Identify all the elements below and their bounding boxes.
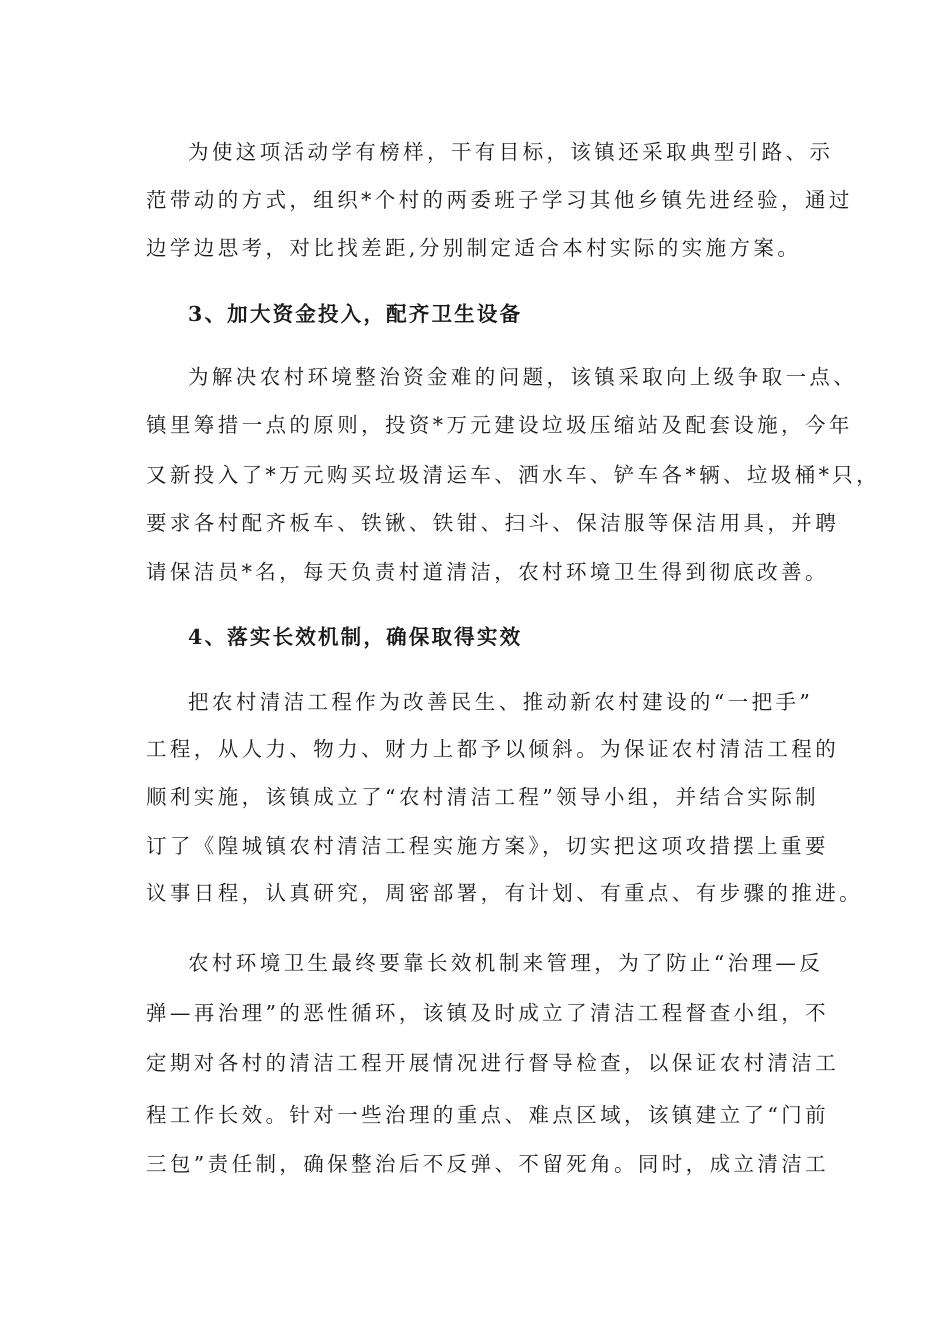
section-heading-3: 3、加大资金投入，配齐卫生设备 [188, 302, 523, 326]
paragraph-2-line-3: 又新投入了*万元购买垃圾清运车、洒水车、铲车各*辆、垃圾桶*只， [146, 463, 881, 487]
paragraph-2-line-5: 请保洁员*名，每天负责村道清洁，农村环境卫生得到彻底改善。 [146, 560, 829, 584]
paragraph-4-line-4: 程工作长效。针对一些治理的重点、难点区域，该镇建立了“门前 [146, 1103, 830, 1127]
paragraph-3-line-4: 订了《隍城镇农村清洁工程实施方案》，切实把这项攻措摆上重要 [146, 834, 829, 858]
paragraph-3-line-2: 工程，从人力、物力、财力上都予以倾斜。为保证农村清洁工程的 [146, 737, 840, 761]
section-heading-4: 4、落实长效机制，确保取得实效 [188, 625, 523, 649]
paragraph-2-line-1: 为解决农村环境整治资金难的问题，该镇采取向上级争取一点、 [188, 365, 858, 389]
paragraph-3-line-5: 议事日程，认真研究，周密部署，有计划、有重点、有步骤的推进。 [146, 881, 863, 905]
paragraph-1-line-3: 边学边思考，对比找差距,分别制定适合本村实际的实施方案。 [146, 236, 802, 260]
paragraph-4-line-2: 弹—再治理”的恶性循环，该镇及时成立了清洁工程督查小组，不 [146, 1001, 830, 1025]
paragraph-3-line-1: 把农村清洁工程作为改善民生、推动新农村建设的“一把手” [188, 690, 814, 714]
paragraph-3-line-3: 顺利实施，该镇成立了“农村清洁工程”领导小组，并结合实际制 [146, 785, 820, 809]
paragraph-1-line-2: 范带动的方式，组织*个村的两委班子学习其他乡镇先进经验，通过 [146, 188, 853, 212]
paragraph-1-line-1: 为使这项活动学有榜样，干有目标，该镇还采取典型引路、示 [188, 140, 834, 164]
paragraph-4-line-1: 农村环境卫生最终要靠长效机制来管理，为了防止“治理—反 [188, 951, 824, 975]
paragraph-4-line-5: 三包”责任制，确保整治后不反弹、不留死角。同时，成立清洁工 [146, 1152, 830, 1176]
paragraph-2-line-2: 镇里筹措一点的原则，投资*万元建设垃圾压缩站及配套设施，今年 [146, 413, 853, 437]
paragraph-2-line-4: 要求各村配齐板车、铁锹、铁钳、扫斗、保洁服等保洁用具，并聘 [146, 511, 840, 535]
paragraph-4-line-3: 定期对各村的清洁工程开展情况进行督导检查，以保证农村清洁工 [146, 1051, 840, 1075]
